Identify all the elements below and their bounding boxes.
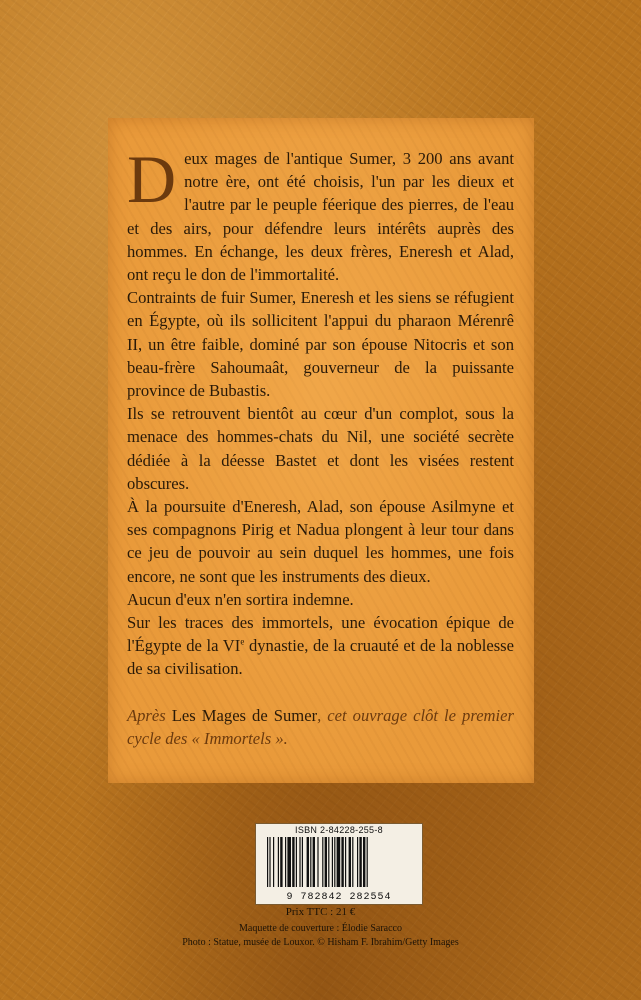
barcode-bar — [280, 837, 282, 887]
barcode — [255, 823, 423, 905]
paragraph-5: Aucun d'eux n'en sortira indemne. — [127, 589, 354, 609]
barcode-bar — [285, 837, 286, 887]
paragraph-3: Ils se retrouvent bientôt au cœur d'un complot, sous la menace des hommes-chats du Nil, une société secrète dédiée à la déesse Bastet et dont les visées restent obscures. — [127, 404, 514, 493]
barcode-bar — [299, 837, 300, 887]
barcode-bar — [352, 837, 353, 887]
barcode-bar — [345, 837, 346, 887]
barcode-bar — [359, 837, 361, 887]
barcode-bar — [269, 837, 270, 887]
barcode-bars — [267, 837, 417, 887]
barcode-bar — [334, 837, 335, 887]
barcode-bar — [322, 837, 323, 887]
credit-cover-design: Maquette de couverture : Élodie Saracco — [239, 923, 402, 934]
barcode-bar — [307, 837, 309, 887]
barcode-bar — [296, 837, 297, 887]
barcode-bar — [337, 837, 341, 887]
barcode-bar — [325, 837, 327, 887]
barcode-bar — [341, 837, 343, 887]
barcode-bar — [287, 837, 291, 887]
isbn-label: ISBN 2-84228-255-8 — [295, 825, 383, 835]
barcode-bar — [357, 837, 358, 887]
tagline: Après Les Mages de Sumer, cet ouvrage clôt le premier cycle des « Immortels ». — [127, 705, 514, 748]
drop-cap: D — [127, 141, 177, 217]
barcode-bar — [273, 837, 274, 887]
book-title: Les Mages de Sumer — [171, 705, 318, 725]
credit-photo: Photo : Statue, musée de Louxor. © Hisham F. Ibrahim/Getty Images — [182, 937, 459, 948]
barcode-bar — [310, 837, 311, 887]
barcode-bar — [267, 837, 268, 887]
ean-number: 9 782842 282554 — [286, 892, 392, 903]
barcode-bar — [367, 837, 368, 887]
price: Prix TTC : 21 € — [285, 906, 356, 918]
barcode-bar — [292, 837, 294, 887]
barcode-bar — [317, 837, 318, 887]
paragraph-1: Deux mages de l'antique Sumer, 3 200 ans avant notre ère, ont été choisis, l'un par les dieux et l'autre par le peuple féerique des pierres, de l'eau et des airs, pour défendre leurs intérêts auprès des hommes. En échange, les deux frères, Eneresh et Alad, ont reçu le don de l'immortalité. — [127, 141, 514, 285]
back-cover-text — [127, 141, 514, 750]
barcode-bar — [302, 837, 303, 887]
credits — [0, 922, 641, 950]
barcode-bar — [332, 837, 333, 887]
barcode-bar — [363, 837, 365, 887]
barcode-bar — [328, 837, 329, 887]
paragraph-2: Contraints de fuir Sumer, Eneresh et les siens se réfugient en Égypte, où ils sollicitent l'appui du pharaon Mérenrê II, un être faible, dominé par son épouse Nitocris et son beau-frère Sahoumaât, gouverneur de la puissante province de Bubastis. — [127, 288, 514, 401]
paragraph-6: Sur les traces des immortels, une évocation épique de l'Égypte de la VIe dynastie, de la cruauté et de la noblesse de sa civilisation. — [127, 613, 514, 679]
paragraph-4: À la poursuite d'Eneresh, Alad, son épouse Asilmyne et ses compagnons Pirig et Nadua plongent à leur tour dans ce jeu de pouvoir au sein duquel les hommes, une fois encore, ne sont que les instruments des dieux. — [127, 497, 514, 586]
barcode-bar — [278, 837, 279, 887]
barcode-bar — [349, 837, 351, 887]
barcode-bar — [313, 837, 315, 887]
